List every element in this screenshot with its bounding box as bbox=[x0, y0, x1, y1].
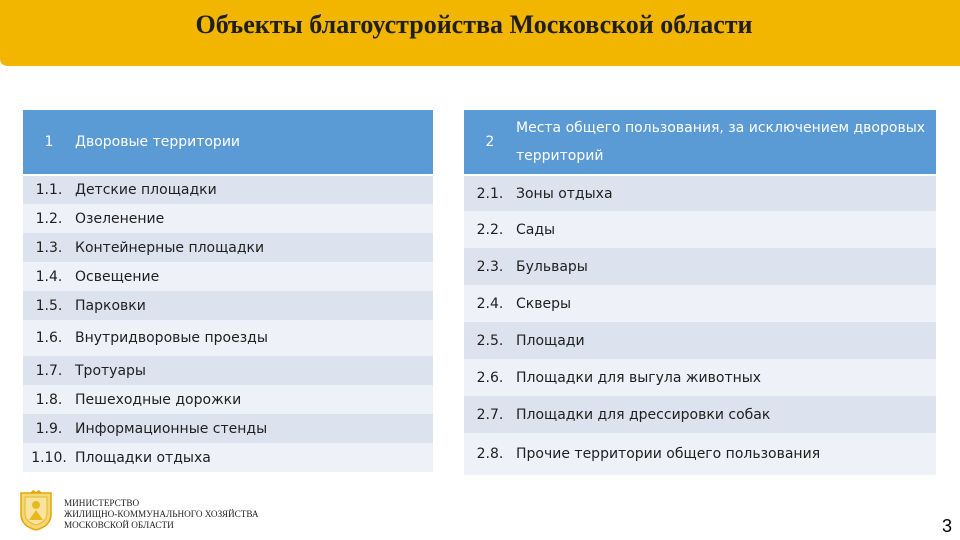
row-number: 1.2. bbox=[23, 204, 75, 233]
row-label: Скверы bbox=[516, 285, 936, 322]
table-row bbox=[23, 356, 433, 385]
header-label: Дворовые территории bbox=[75, 110, 433, 175]
row-number: 1.9. bbox=[23, 414, 75, 443]
table-row bbox=[23, 320, 433, 356]
table-row bbox=[23, 291, 433, 320]
row-label: Площадки для выгула животных bbox=[516, 359, 936, 396]
table-header-row bbox=[464, 110, 936, 175]
row-label: Озеленение bbox=[75, 204, 433, 233]
row-label: Контейнерные площадки bbox=[75, 233, 433, 262]
header-number: 1 bbox=[23, 110, 75, 175]
row-number: 2.4. bbox=[464, 285, 516, 322]
ministry-line: МОСКОВСКОЙ ОБЛАСТИ bbox=[64, 520, 174, 530]
ministry-line: ЖИЛИЩНО-КОММУНАЛЬНОГО ХОЗЯЙСТВА bbox=[64, 509, 259, 519]
table-row bbox=[464, 248, 936, 285]
page-title: Объекты благоустройства Московской области bbox=[195, 10, 753, 39]
row-label: Тротуары bbox=[75, 356, 433, 385]
row-label: Информационные стенды bbox=[75, 414, 433, 443]
table-row bbox=[464, 322, 936, 359]
row-number: 2.1. bbox=[464, 175, 516, 211]
table-row bbox=[23, 175, 433, 204]
row-number: 1.3. bbox=[23, 233, 75, 262]
header-number: 2 bbox=[464, 110, 516, 175]
row-number: 1.1. bbox=[23, 175, 75, 204]
table-row bbox=[464, 175, 936, 211]
row-label: Внутридворовые проезды bbox=[75, 320, 433, 356]
row-number: 1.4. bbox=[23, 262, 75, 291]
table-header-row bbox=[23, 110, 433, 175]
row-label: Бульвары bbox=[516, 248, 936, 285]
ministry-caption bbox=[64, 498, 259, 531]
row-label: Прочие территории общего пользования bbox=[516, 433, 936, 475]
table-row bbox=[23, 262, 433, 291]
row-label: Зоны отдыха bbox=[516, 175, 936, 211]
table-row bbox=[464, 285, 936, 322]
row-label: Площадки для дрессировки собак bbox=[516, 396, 936, 433]
row-label: Детские площадки bbox=[75, 175, 433, 204]
table-row bbox=[23, 385, 433, 414]
row-number: 2.8. bbox=[464, 433, 516, 475]
row-number: 2.5. bbox=[464, 322, 516, 359]
table-row bbox=[464, 396, 936, 433]
table-row bbox=[23, 204, 433, 233]
ministry-line: МИНИСТЕРСТВО bbox=[64, 498, 140, 508]
table-row bbox=[23, 414, 433, 443]
row-number: 2.3. bbox=[464, 248, 516, 285]
row-label: Площади bbox=[516, 322, 936, 359]
coat-of-arms-icon bbox=[17, 490, 55, 532]
row-label: Сады bbox=[516, 211, 936, 248]
table-row bbox=[23, 443, 433, 472]
row-label: Площадки отдыха bbox=[75, 443, 433, 472]
row-number: 1.10. bbox=[23, 443, 75, 472]
table-public-spaces bbox=[464, 110, 936, 475]
row-number: 2.2. bbox=[464, 211, 516, 248]
page-number: 3 bbox=[941, 516, 952, 536]
table-row bbox=[464, 211, 936, 248]
row-label: Парковки bbox=[75, 291, 433, 320]
row-number: 1.6. bbox=[23, 320, 75, 356]
row-label: Пешеходные дорожки bbox=[75, 385, 433, 414]
table-row bbox=[464, 359, 936, 396]
row-number: 2.7. bbox=[464, 396, 516, 433]
row-number: 1.7. bbox=[23, 356, 75, 385]
header-label: Места общего пользования, за исключением дворовых территорий bbox=[516, 110, 936, 175]
table-yard-territories bbox=[23, 110, 433, 472]
row-number: 2.6. bbox=[464, 359, 516, 396]
row-number: 1.5. bbox=[23, 291, 75, 320]
table-row bbox=[23, 233, 433, 262]
row-number: 1.8. bbox=[23, 385, 75, 414]
row-label: Освещение bbox=[75, 262, 433, 291]
table-row bbox=[464, 433, 936, 475]
